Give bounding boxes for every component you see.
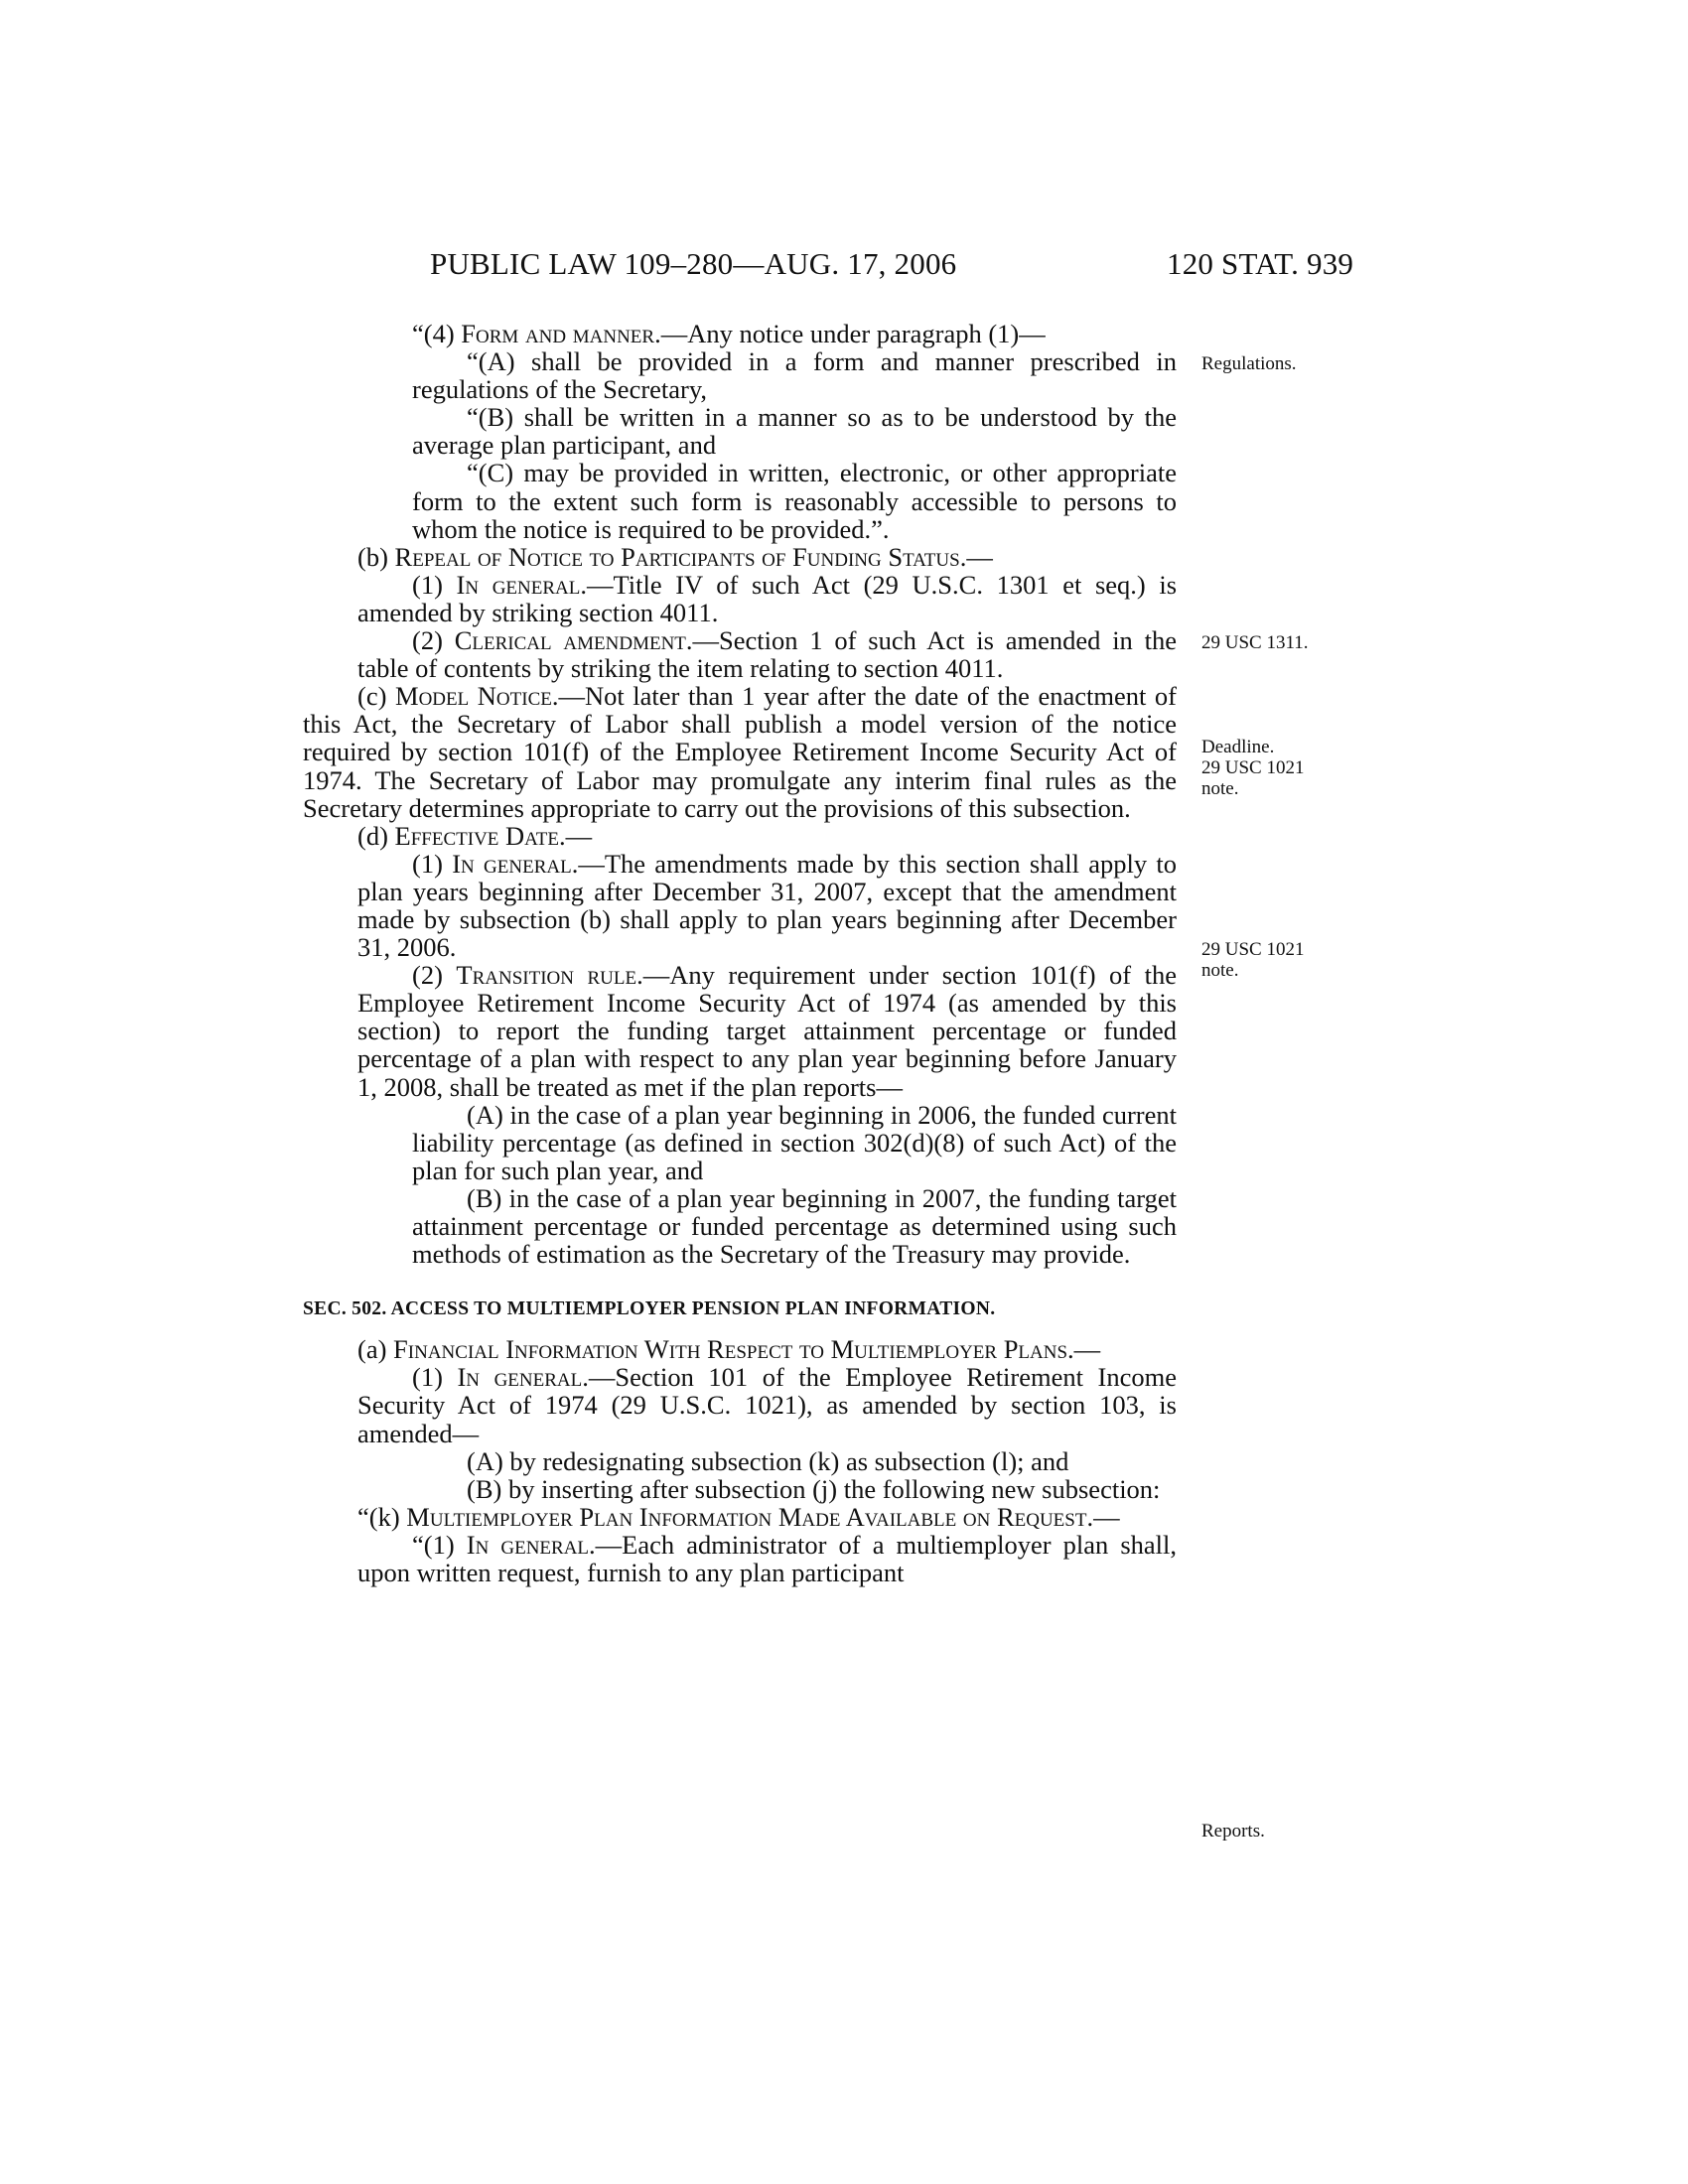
subsection-b-2: (2) Clerical amendment.—Section 1 of such Act is amended in the table of contents by striking the item relating to section 4011. [357,625,1177,684]
subsection-d-1: (1) In general.—The amendments made by this section shall apply to plan years beginning after December 31, 2007, except that the amendment made by subsection (b) shall apply to plan years beginning after December 31, 2006. [357,848,1178,963]
subsection-k-heading: “(k) Multiemployer Plan Information Made Available on Request.— [357,1501,1120,1532]
subsection-d-2-B: (B) in the case of a plan year beginning in 2007, the funding target attainment percentage or funded percentage as determined using such methods of estimation as the Secretary of the Treasury may provide. [412,1182,1177,1270]
subparagraph-B: “(B) shall be written in a manner so as to be understood by the average plan participant, and [412,402,1177,461]
subsection-a-1-A: (A) by redesignating subsection (k) as subsection (l); and [467,1445,1069,1476]
page-header [0,246,1688,286]
page-number: 120 STAT. 939 [1167,246,1354,281]
statute-body [303,320,1177,1586]
margin-note-29-usc-1311: 29 USC 1311. [1201,632,1309,653]
subsection-a-heading: (a) Financial Information With Respect to Multiemployer Plans.— [357,1334,1101,1365]
paragraph-4-form-and-manner: “(4) Form and manner.—Any notice under paragraph (1)— [412,319,1046,348]
subsection-b-1: (1) In general.—Title IV of such Act (29 U.S.C. 1301 et seq.) is amended by striking section 4011. [357,569,1178,627]
subsection-a-1-B: (B) by inserting after subsection (j) the following new subsection: [467,1473,1161,1504]
margin-note-note-a: note. [1201,778,1239,799]
margin-note-29-usc-1021-b: 29 USC 1021 [1201,939,1305,960]
subsection-k-1: “(1) In general.—Each administrator of a multiemployer plan shall, upon written request, furnish to any plan participant [357,1529,1178,1588]
subsection-d-2: (2) Transition rule.—Any requirement under section 101(f) of the Employee Retirement Income Security Act of 1974 (as amended by this section) to report the funding target attainment percentage or funded percentage of a plan with respect to any plan year beginning before January 1, 2008, shall be treated as met if the plan reports— [357,960,1178,1102]
section-502-heading: SEC. 502. ACCESS TO MULTIEMPLOYER PENSION PLAN INFORMATION. [303,1298,996,1320]
margin-note-note-b: note. [1201,960,1239,981]
margin-note-regulations: Regulations. [1201,353,1297,374]
margin-note-29-usc-1021-a: 29 USC 1021 [1201,757,1305,778]
subparagraph-C: “(C) may be provided in written, electronic, or other appropriate form to the extent such form is reasonably accessible to persons to whom the notice is required to be provided.”. [412,458,1177,544]
subparagraph-A: “(A) shall be provided in a form and manner prescribed in regulations of the Secretary, [412,346,1177,405]
subsection-c-model-notice: (c) Model Notice.—Not later than 1 year after the date of the enactment of this Act, the Secretary of Labor shall publish a model version of the notice required by section 101(f) of the Employee Retirement Income Security Act of 1974. The Secretary of Labor may promulgate any interim final rules as the Secretary determines appropriate to carry out the provisions of this subsection. [303,681,1177,823]
running-title: PUBLIC LAW 109–280—AUG. 17, 2006 [430,246,957,281]
margin-note-deadline: Deadline. [1201,737,1275,757]
subsection-b-heading: (b) Repeal of Notice to Participants of Funding Status.— [357,541,993,572]
margin-note-reports: Reports. [1201,1821,1265,1842]
subsection-d-2-A: (A) in the case of a plan year beginning in 2006, the funded current liability percentage (as defined in section 302(d)(8) of such Act) of the plan for such plan year, and [412,1099,1177,1185]
subsection-d-heading: (d) Effective Date.— [357,820,593,851]
subsection-a-1: (1) In general.—Section 101 of the Employee Retirement Income Security Act of 1974 (29 U.S.C. 1021), as amended by section 103, is amended— [357,1362,1178,1448]
